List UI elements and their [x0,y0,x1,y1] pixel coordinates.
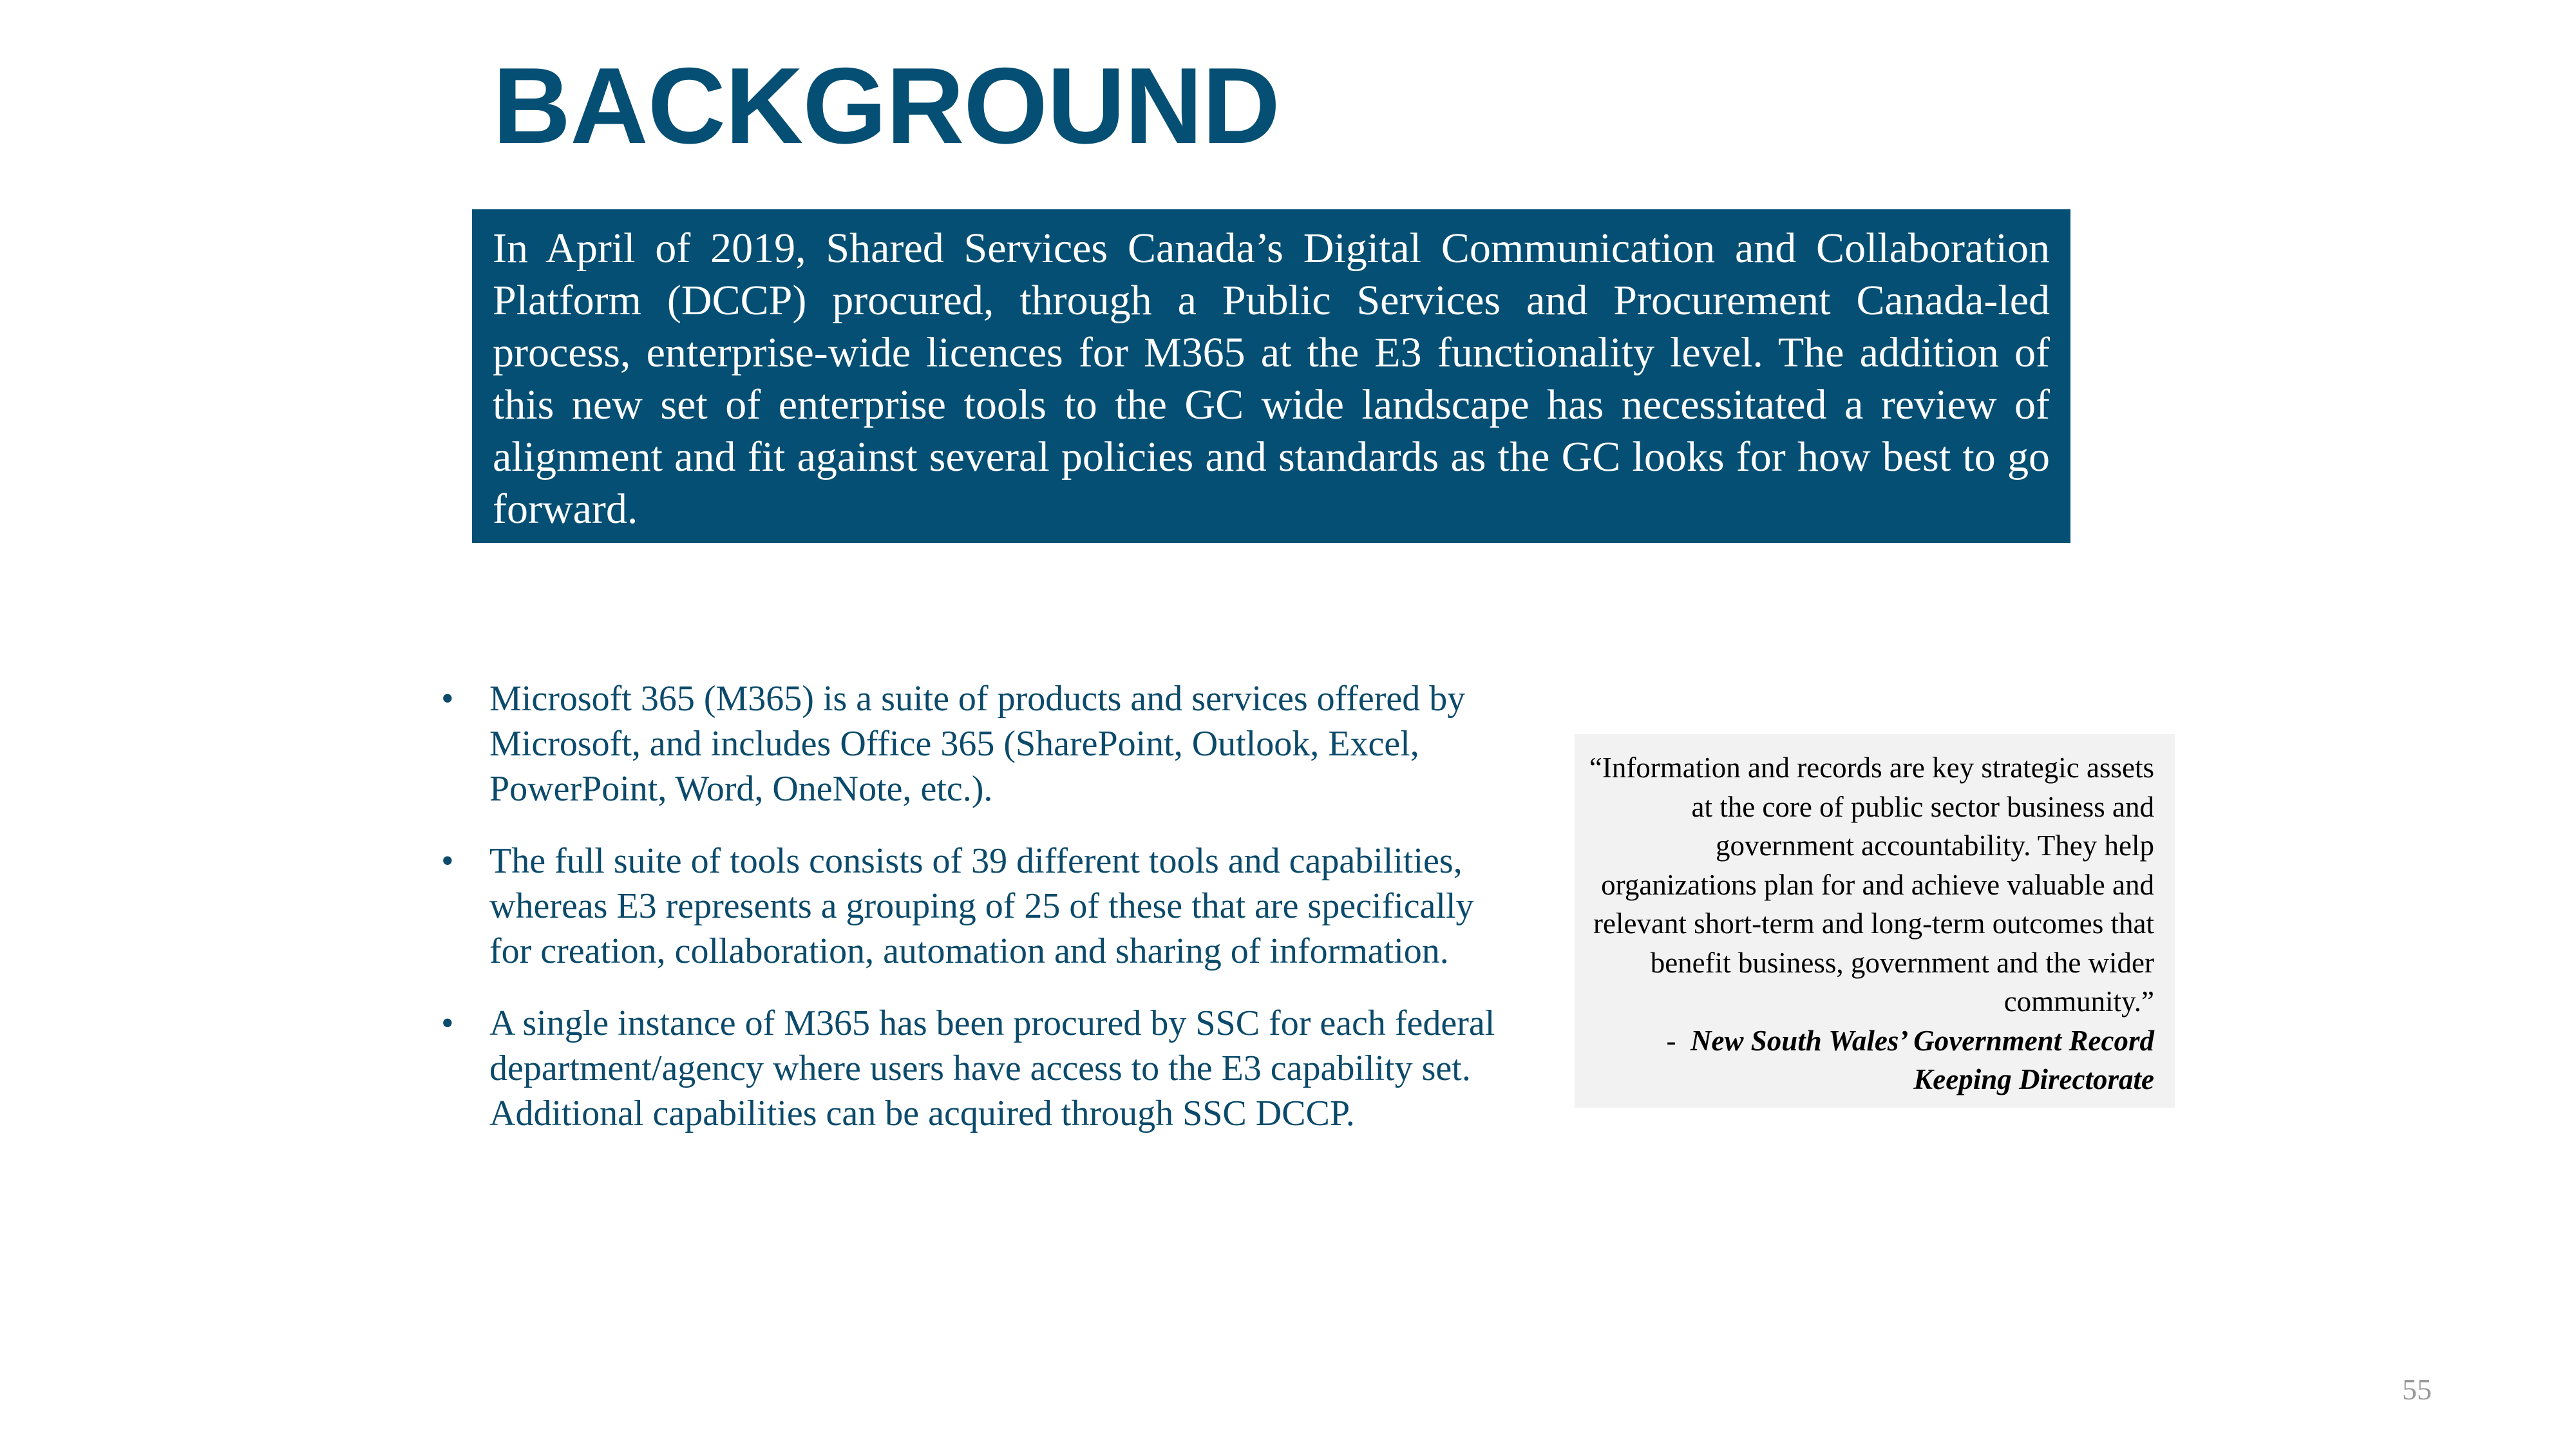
bullet-text: A single instance of M365 has been procured by SSC for each federal department/agency where users have access to the E3 capability set. Additional capabilities can be acquired through SSC DCCP. [489,1003,1495,1133]
bullet-dot-icon: • [441,1003,454,1043]
bullet-list [441,676,1497,1163]
bullet-item [441,676,1497,811]
quote-dash: - [1666,1024,1676,1057]
quote-source: New South Wales’ Government Record Keeping Directorate [1690,1024,2154,1095]
quote-text: “Information and records are key strategic assets at the core of public sector business and government accountability. They help organizations plan for and achieve valuable and relevant short-term and long-term outcomes that benefit business, government and the wider community.” [1589,752,2154,1018]
intro-box [472,209,2070,543]
bullet-dot-icon: • [441,679,454,719]
bullet-text: Microsoft 365 (M365) is a suite of products and services offered by Microsoft, and includes Office 365 (SharePoint, Outlook, Excel, PowerPoint, Word, OneNote, etc.). [489,679,1466,809]
quote-box [1575,734,2175,1108]
bullet-item [441,838,1497,974]
bullet-text: The full suite of tools consists of 39 different tools and capabilities, whereas E3 represents a grouping of 25 of these that are specifically for creation, collaboration, automation and sharing of information. [489,841,1474,971]
bullet-dot-icon: • [441,841,454,881]
bullet-item [441,1001,1497,1136]
quote-attribution [1587,1021,2154,1099]
slide-title: BACKGROUND [493,45,1280,166]
intro-text: In April of 2019, Shared Services Canada’s Digital Communication and Collaboration Platform (DCCP) procured, through a Public Services and Procurement Canada-led process, enterprise-wide licences for M365 at the E3 functionality level. The addition of this new set of enterprise tools to the GC wide landscape has necessitated a review of alignment and fit against several policies and standards as the GC looks for how best to go forward. [493,225,2050,533]
page-number: 55 [2402,1373,2432,1406]
